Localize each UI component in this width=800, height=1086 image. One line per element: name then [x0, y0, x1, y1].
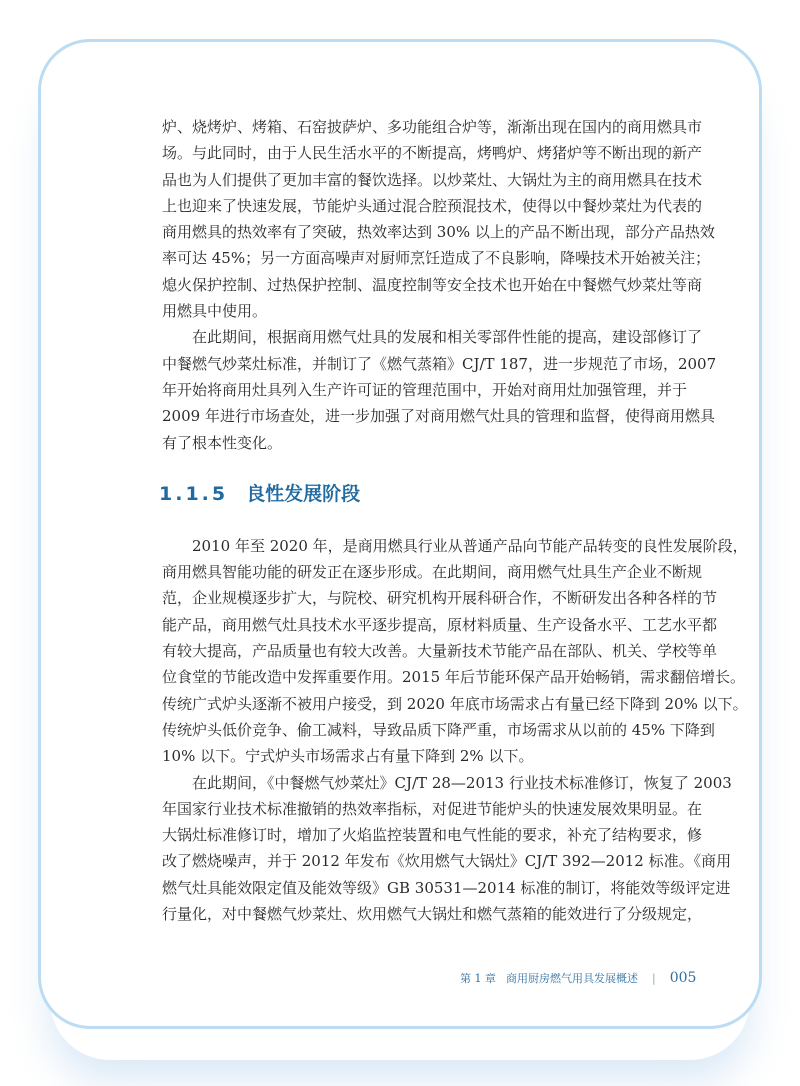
text-block-before-section [162, 114, 717, 456]
text-line: 熄火保护控制、过热保护控制、温度控制等安全技术也开始在中餐燃气炒菜灶等商 [162, 275, 703, 294]
text-line: 在此期间，《中餐燃气炒菜灶》CJ/T 28—2013 行业技术标准修订，恢复了 2003 [192, 773, 732, 792]
text-line: 大锅灶标准修订时，增加了火焰监控装置和电气性能的要求，补充了结构要求，修 [162, 826, 703, 845]
text-line: 范，企业规模逐步扩大，与院校、研究机构开展科研合作，不断研发出各种各样的节 [162, 589, 718, 608]
text-line: 年开始将商用灶具列入生产许可证的管理范围中，开始对商用灶加强管理，并于 [162, 380, 688, 399]
text-line: 炉、烧烤炉、烤箱、石窑披萨炉、多功能组合炉等，渐渐出现在国内的商用燃具市 [162, 118, 703, 136]
page-footer [460, 970, 697, 986]
footer-chapter: 第 1 章 [460, 972, 496, 985]
text-line: 在此期间，根据商用燃气灶具的发展和相关零部件性能的提高，建设部修订了 [192, 328, 703, 347]
text-line: 率可达 45%；另一方面高噪声对厨师烹饪造成了不良影响，降噪技术开始被关注； [162, 249, 711, 268]
page-number: 005 [669, 970, 697, 986]
text-line: 上也迎来了快速发展，节能炉头通过混合腔预混技术，使得以中餐炒菜灶为代表的 [162, 196, 703, 215]
text-line: 10% 以下。宁式炉头市场需求占有量下降到 2% 以下。 [162, 747, 534, 766]
text-line: 位食堂的节能改造中发挥重要作用。2015 年后节能环保产品开始畅销，需求翻倍增长。 [162, 668, 745, 687]
text-line: 商用燃具智能功能的研发正在逐步形成。在此期间，商用燃气灶具生产企业不断规 [162, 563, 703, 582]
paragraph [162, 770, 732, 928]
text-line: 传统炉头低价竞争、偷工减料，导致品质下降严重，市场需求从以前的 45% 下降到 [162, 720, 715, 739]
text-line: 有了根本性变化。 [162, 433, 283, 452]
text-block-section-body [162, 533, 748, 927]
text-line: 有较大提高，产品质量也有较大改善。大量新技术节能产品在部队、机关、学校等单 [162, 642, 718, 661]
text-line: 品也为人们提供了更加丰富的餐饮选择。以炒菜灶、大锅灶为主的商用燃具在技术 [162, 170, 703, 189]
text-line: 燃气灶具能效限定值及能效等级》GB 30531—2014 标准的制订，将能效等级评定进 [162, 878, 731, 897]
paragraph [162, 533, 748, 770]
text-line: 2009 年进行市场查处，进一步加强了对商用燃气灶具的管理和监督，使得商用燃具 [162, 407, 715, 426]
text-line: 年国家行业技术标准撤销的热效率指标，对促进节能炉头的快速发展效果明显。在 [162, 799, 703, 818]
text-line: 能产品，商用燃气灶具技术水平逐步提高，原材料质量、生产设备水平、工艺水平都 [162, 615, 718, 634]
text-line: 传统广式炉头逐渐不被用户接受，到 2020 年底市场需求占有量已经下降到 20% 以下。 [162, 694, 748, 713]
paragraph [162, 114, 715, 324]
text-line: 2010 年至 2020 年，是商用燃具行业从普通产品向节能产品转变的良性发展阶段， [192, 536, 748, 555]
paragraph [162, 324, 717, 455]
footer-chapter-title: 商用厨房燃气用具发展概述 [506, 972, 638, 985]
text-line: 行量化，对中餐燃气炒菜灶、炊用燃气大锅灶和燃气蒸箱的能效进行了分级规定， [162, 905, 703, 924]
section-title: 良性发展阶段 [246, 482, 361, 505]
text-line: 商用燃具的热效率有了突破，热效率达到 30% 以上的产品不断出现，部分产品热效 [162, 223, 715, 242]
footer-separator: | [652, 972, 656, 985]
section-number: 1.1.5 [159, 482, 229, 505]
text-line: 用燃具中使用。 [162, 302, 268, 321]
text-line: 场。与此同时，由于人民生活水平的不断提高，烤鸭炉、烤猪炉等不断出现的新产 [162, 144, 703, 163]
section-heading [159, 479, 672, 509]
text-line: 中餐燃气炒菜灶标准，并制订了《燃气蒸箱》CJ/T 187，进一步规范了市场，2007 [162, 354, 717, 373]
text-line: 改了燃烧噪声，并于 2012 年发布《炊用燃气大锅灶》CJ/T 392—2012 标准。《商用 [162, 852, 732, 871]
page-body [159, 114, 748, 927]
